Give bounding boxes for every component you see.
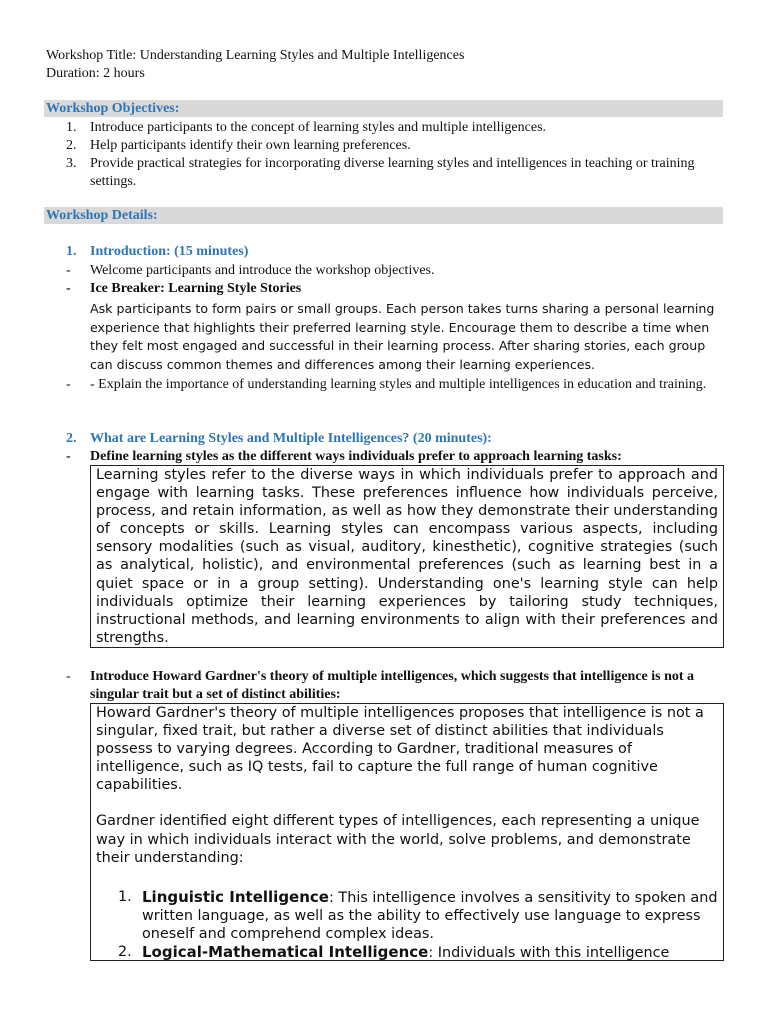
details-heading-bar bbox=[44, 207, 723, 224]
bullet-dash: - bbox=[66, 449, 71, 464]
section1-bullet-welcome: Welcome participants and introduce the workshop objectives. bbox=[90, 263, 435, 278]
intelligences-list bbox=[96, 888, 718, 961]
intelligence-name: Linguistic Intelligence bbox=[142, 887, 329, 906]
bullet-dash: - bbox=[66, 377, 71, 392]
list-item: 1. Linguistic Intelligence: This intelligence involves a sensitivity to spoken and written language, as well as the ability to effectively use language to express oneself and comprehend complex ideas. bbox=[118, 887, 718, 942]
list-item: 1. Introduce participants to the concept of learning styles and multiple intelligences. bbox=[66, 120, 547, 135]
gardner-paragraph-2: Gardner identified eight different types of intelligences, each representing a unique way in which individuals interact with the world, solve problems, and demonstrate their understanding: bbox=[96, 813, 700, 866]
bullet-dash: - bbox=[66, 281, 71, 296]
icebreaker-title: Ice Breaker: Learning Style Stories bbox=[90, 281, 302, 296]
objectives-heading-bar bbox=[44, 100, 723, 117]
details-heading: Workshop Details: bbox=[46, 208, 158, 223]
section2-number: 2. bbox=[66, 431, 77, 446]
section1-number: 1. bbox=[66, 244, 77, 259]
objectives-list bbox=[46, 119, 706, 191]
gardner-paragraph-1: Howard Gardner's theory of multiple intelligences proposes that intelligence is not a singular, fixed trait, but rather a diverse set of distinct abilities that individuals possess to varying degrees. According to Gardner, traditional measures of intelligence, such as IQ tests, fail to capture the full range of human cognitive capabilities. bbox=[96, 705, 704, 794]
bullet-dash: - bbox=[66, 263, 71, 278]
define-learning-styles-label: Define learning styles as the different ways individuals prefer to approach learning tasks: bbox=[90, 449, 622, 464]
intelligence-name: Logical-Mathematical Intelligence bbox=[142, 943, 429, 961]
workshop-title: Workshop Title: Understanding Learning Styles and Multiple Intelligences bbox=[46, 48, 465, 63]
list-item: 3. Provide practical strategies for incorporating diverse learning styles and intelligences in teaching or training settings. bbox=[66, 156, 695, 189]
workshop-duration: Duration: 2 hours bbox=[46, 66, 145, 81]
learning-styles-definition-box bbox=[90, 465, 724, 648]
section1-bullet-importance: - Explain the importance of understanding learning styles and multiple intelligences in education and training. bbox=[90, 377, 707, 392]
gardner-theory-label: Introduce Howard Gardner's theory of multiple intelligences, which suggests that intelligence is not a singular trait but a set of distinct abilities: bbox=[90, 669, 695, 702]
learning-styles-definition: Learning styles refer to the diverse ways in which individuals prefer to approach and engage with learning tasks. These preferences influence how individuals perceive, process, and retain information, as well as how they demonstrate their understanding of concepts or skills. Learning styles can encompass various aspects, including sensory modalities (such as visual, auditory, kinesthetic), cognitive strategies (such as analytical, holistic), and environmental preferences (such as learning best in a quiet space or in a group setting). Understanding one's learning style can help individuals optimize their learning experiences by tailoring study techniques, instructional methods, and learning environments to align with their preferences and strengths. bbox=[96, 467, 718, 646]
list-item: 2. Help participants identify their own learning preferences. bbox=[66, 138, 411, 153]
objectives-heading: Workshop Objectives: bbox=[46, 101, 180, 116]
bullet-dash: - bbox=[66, 669, 71, 684]
gardner-theory-box bbox=[90, 703, 724, 961]
section1-title: Introduction: (15 minutes) bbox=[90, 244, 249, 259]
section2-title: What are Learning Styles and Multiple Intelligences? (20 minutes): bbox=[90, 431, 492, 446]
icebreaker-text: Ask participants to form pairs or small groups. Each person takes turns sharing a personal learning experience that highlights their preferred learning style. Encourage them to describe a time when they felt most engaged and successful in their learning process. After sharing stories, each group can discuss common themes and differences among their learning experiences. bbox=[90, 301, 715, 373]
list-item: 2. Logical-Mathematical Intelligence: Individuals with this intelligence bbox=[118, 943, 670, 961]
